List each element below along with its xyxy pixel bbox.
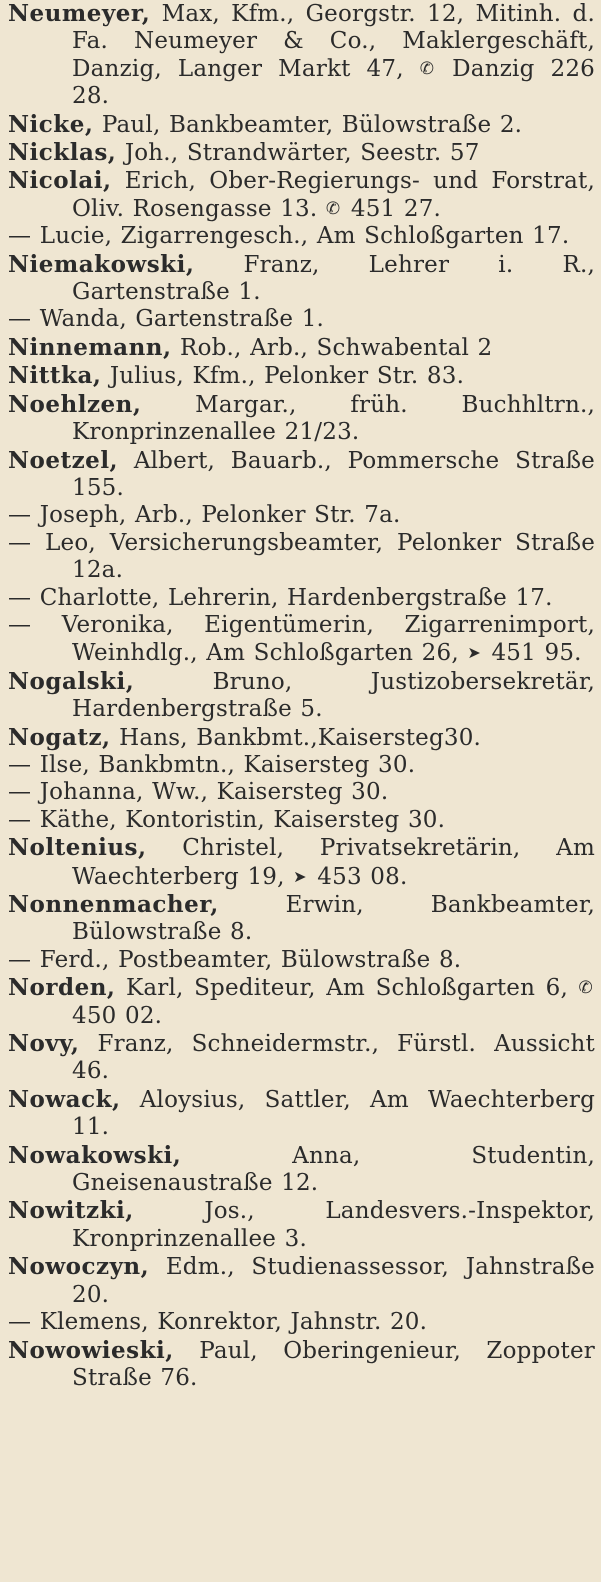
entry-details: Leo, Versicherungsbeamter, Pelonker Straße 12a. xyxy=(45,529,596,584)
entry-details: Joseph, Arb., Pelonker Str. 7a. xyxy=(39,502,401,529)
telephone-icon: ➤ xyxy=(293,866,307,886)
directory-entry xyxy=(8,167,595,223)
entry-surname: Ninnemann, xyxy=(8,333,172,361)
directory-entry xyxy=(8,779,595,806)
entry-details: Charlotte, Lehrerin, Hardenbergstraße 17. xyxy=(39,584,553,611)
entry-details: Erich, Ober-Regierungs- und Forstrat, Oliv. Rosengasse 13. xyxy=(72,168,595,222)
entry-details: Veronika, Eigentümerin, Zigarrenimport, Weinhdlg., Am Schloßgarten 26, xyxy=(61,611,596,667)
directory-entry xyxy=(8,111,595,139)
entry-details: Margar., früh. Buchhltrn., Kronprinzenallee 21/23. xyxy=(72,391,595,446)
entry-details: Christel, Privatsekretärin, Am Waechterberg 19, xyxy=(72,835,595,890)
entry-surname: Nicke, xyxy=(8,110,94,138)
entry-surname: Nowoczyn, xyxy=(8,1253,150,1281)
entry-details: Max, Kfm., Georgstr. 12, Mitinh. d. Fa. Neumeyer & Co., Maklergeschäft, Danzig, Langer Markt 47, xyxy=(72,1,595,82)
entry-surname: Nicklas, xyxy=(8,139,117,167)
directory-entry xyxy=(8,502,595,529)
entry-details: Aloysius, Sattler, Am Waechterberg 11. xyxy=(72,1086,596,1141)
entry-details: Erwin, Bankbeamter, Bülowstraße 8. xyxy=(72,892,595,946)
entry-details: Albert, Bauarb., Pommersche Straße 155. xyxy=(72,447,595,501)
directory-entry xyxy=(8,807,595,834)
directory-entry xyxy=(8,223,595,250)
directory-entry xyxy=(8,1253,595,1309)
directory-entry xyxy=(8,362,595,390)
directory-entry xyxy=(8,530,595,585)
directory-entry xyxy=(8,834,595,891)
directory-entry xyxy=(8,668,595,724)
directory-entry xyxy=(8,306,595,333)
entry-details: Rob., Arb., Schwabental 2 xyxy=(180,334,493,361)
ditto-dash: — xyxy=(8,611,32,638)
entry-surname: Nowitzki, xyxy=(8,1197,134,1225)
entry-details: Lucie, Zigarrengesch., Am Schloßgarten 17. xyxy=(39,223,570,250)
entry-phone-number: 453 08. xyxy=(317,863,408,890)
entry-surname: Nonnenmacher, xyxy=(8,891,219,918)
entry-surname: Nowakowski, xyxy=(8,1141,182,1169)
directory-entry xyxy=(8,0,595,111)
ditto-dash: — xyxy=(8,946,32,973)
entry-phone-number: Danzig 226 28. xyxy=(72,55,596,110)
entry-details: Paul, Oberingenieur, Zoppoter Straße 76. xyxy=(72,1337,595,1391)
directory-entry xyxy=(8,1086,595,1142)
entry-surname: Nittka, xyxy=(8,362,102,390)
entry-details: Anna, Studentin, Gneisenaustraße 12. xyxy=(72,1142,595,1197)
directory-entry xyxy=(8,1197,595,1253)
entry-details: Karl, Spediteur, Am Schloßgarten 6, xyxy=(125,975,568,1002)
directory-entry xyxy=(8,447,595,503)
entry-details: Ilse, Bankbmtn., Kaisersteg 30. xyxy=(39,751,416,778)
entry-list xyxy=(8,0,595,1392)
entry-surname: Novy, xyxy=(8,1030,80,1058)
ditto-dash: — xyxy=(8,502,32,529)
entry-phone-number: 451 27. xyxy=(350,195,442,222)
directory-entry xyxy=(8,1337,595,1393)
directory-entry xyxy=(8,1142,595,1198)
directory-entry xyxy=(8,724,595,752)
directory-entry xyxy=(8,974,595,1030)
phone-icon: ✆ xyxy=(419,58,435,79)
entry-surname: Nogalski, xyxy=(8,667,135,695)
directory-entry xyxy=(8,251,595,307)
entry-details: Bruno, Justizobersekretär, Hardenbergstraße 5. xyxy=(72,668,595,723)
phone-icon: ✆ xyxy=(325,198,341,219)
entry-surname: Noetzel, xyxy=(8,446,119,474)
entry-details: Jos., Landesvers.-Inspektor, Kronprinzenallee 3. xyxy=(72,1198,595,1252)
directory-entry xyxy=(8,391,595,447)
directory-entry xyxy=(8,1309,595,1336)
entry-details: Joh., Strandwärter, Seestr. 57 xyxy=(124,140,480,167)
ditto-dash: — xyxy=(8,779,32,806)
entry-details: Ferd., Postbeamter, Bülowstraße 8. xyxy=(39,946,462,973)
entry-details: Julius, Kfm., Pelonker Str. 83. xyxy=(109,363,465,390)
directory-entry xyxy=(8,947,595,974)
ditto-dash: — xyxy=(8,806,32,833)
entry-details: Franz, Schneidermstr., Fürstl. Aussicht 46. xyxy=(72,1031,595,1085)
ditto-dash: — xyxy=(8,751,32,778)
directory-entry xyxy=(8,612,595,668)
entry-details: Edm., Studienassessor, Jahnstraße 20. xyxy=(72,1254,595,1308)
entry-surname: Nowack, xyxy=(8,1085,121,1113)
ditto-dash: — xyxy=(8,1309,32,1336)
entry-surname: Noehlzen, xyxy=(8,390,142,418)
directory-entry xyxy=(8,1030,595,1086)
entry-surname: Nicolai, xyxy=(8,167,112,195)
entry-details: Franz, Lehrer i. R., Gartenstraße 1. xyxy=(72,251,595,306)
phone-icon: ✆ xyxy=(578,978,593,999)
entry-details: Hans, Bankbmt.,Kaisersteg30. xyxy=(119,724,482,751)
entry-details: Paul, Bankbeamter, Bülowstraße 2. xyxy=(101,111,523,138)
entry-details: Klemens, Konrektor, Jahnstr. 20. xyxy=(39,1309,428,1336)
telephone-icon: ➤ xyxy=(467,643,481,663)
entry-details: Käthe, Kontoristin, Kaisersteg 30. xyxy=(39,806,446,833)
directory-entry xyxy=(8,139,595,167)
directory-entry xyxy=(8,891,595,947)
entry-details: Wanda, Gartenstraße 1. xyxy=(39,306,325,333)
entry-surname: Nogatz, xyxy=(8,723,111,751)
directory-entry xyxy=(8,752,595,779)
directory-entry xyxy=(8,334,595,362)
entry-surname: Nowowieski, xyxy=(8,1336,174,1364)
ditto-dash: — xyxy=(8,306,32,333)
entry-surname: Noltenius, xyxy=(8,834,147,862)
ditto-dash: — xyxy=(8,529,32,556)
entry-phone-number: 451 95. xyxy=(491,640,582,667)
ditto-dash: — xyxy=(8,584,32,611)
ditto-dash: — xyxy=(8,223,32,250)
entry-phone-number: 450 02. xyxy=(72,1002,163,1029)
directory-entry xyxy=(8,585,595,612)
entry-surname: Niemakowski, xyxy=(8,250,195,278)
entry-surname: Neumeyer, xyxy=(8,0,151,27)
entry-details: Johanna, Ww., Kaisersteg 30. xyxy=(39,779,389,806)
entry-surname: Norden, xyxy=(8,974,116,1002)
